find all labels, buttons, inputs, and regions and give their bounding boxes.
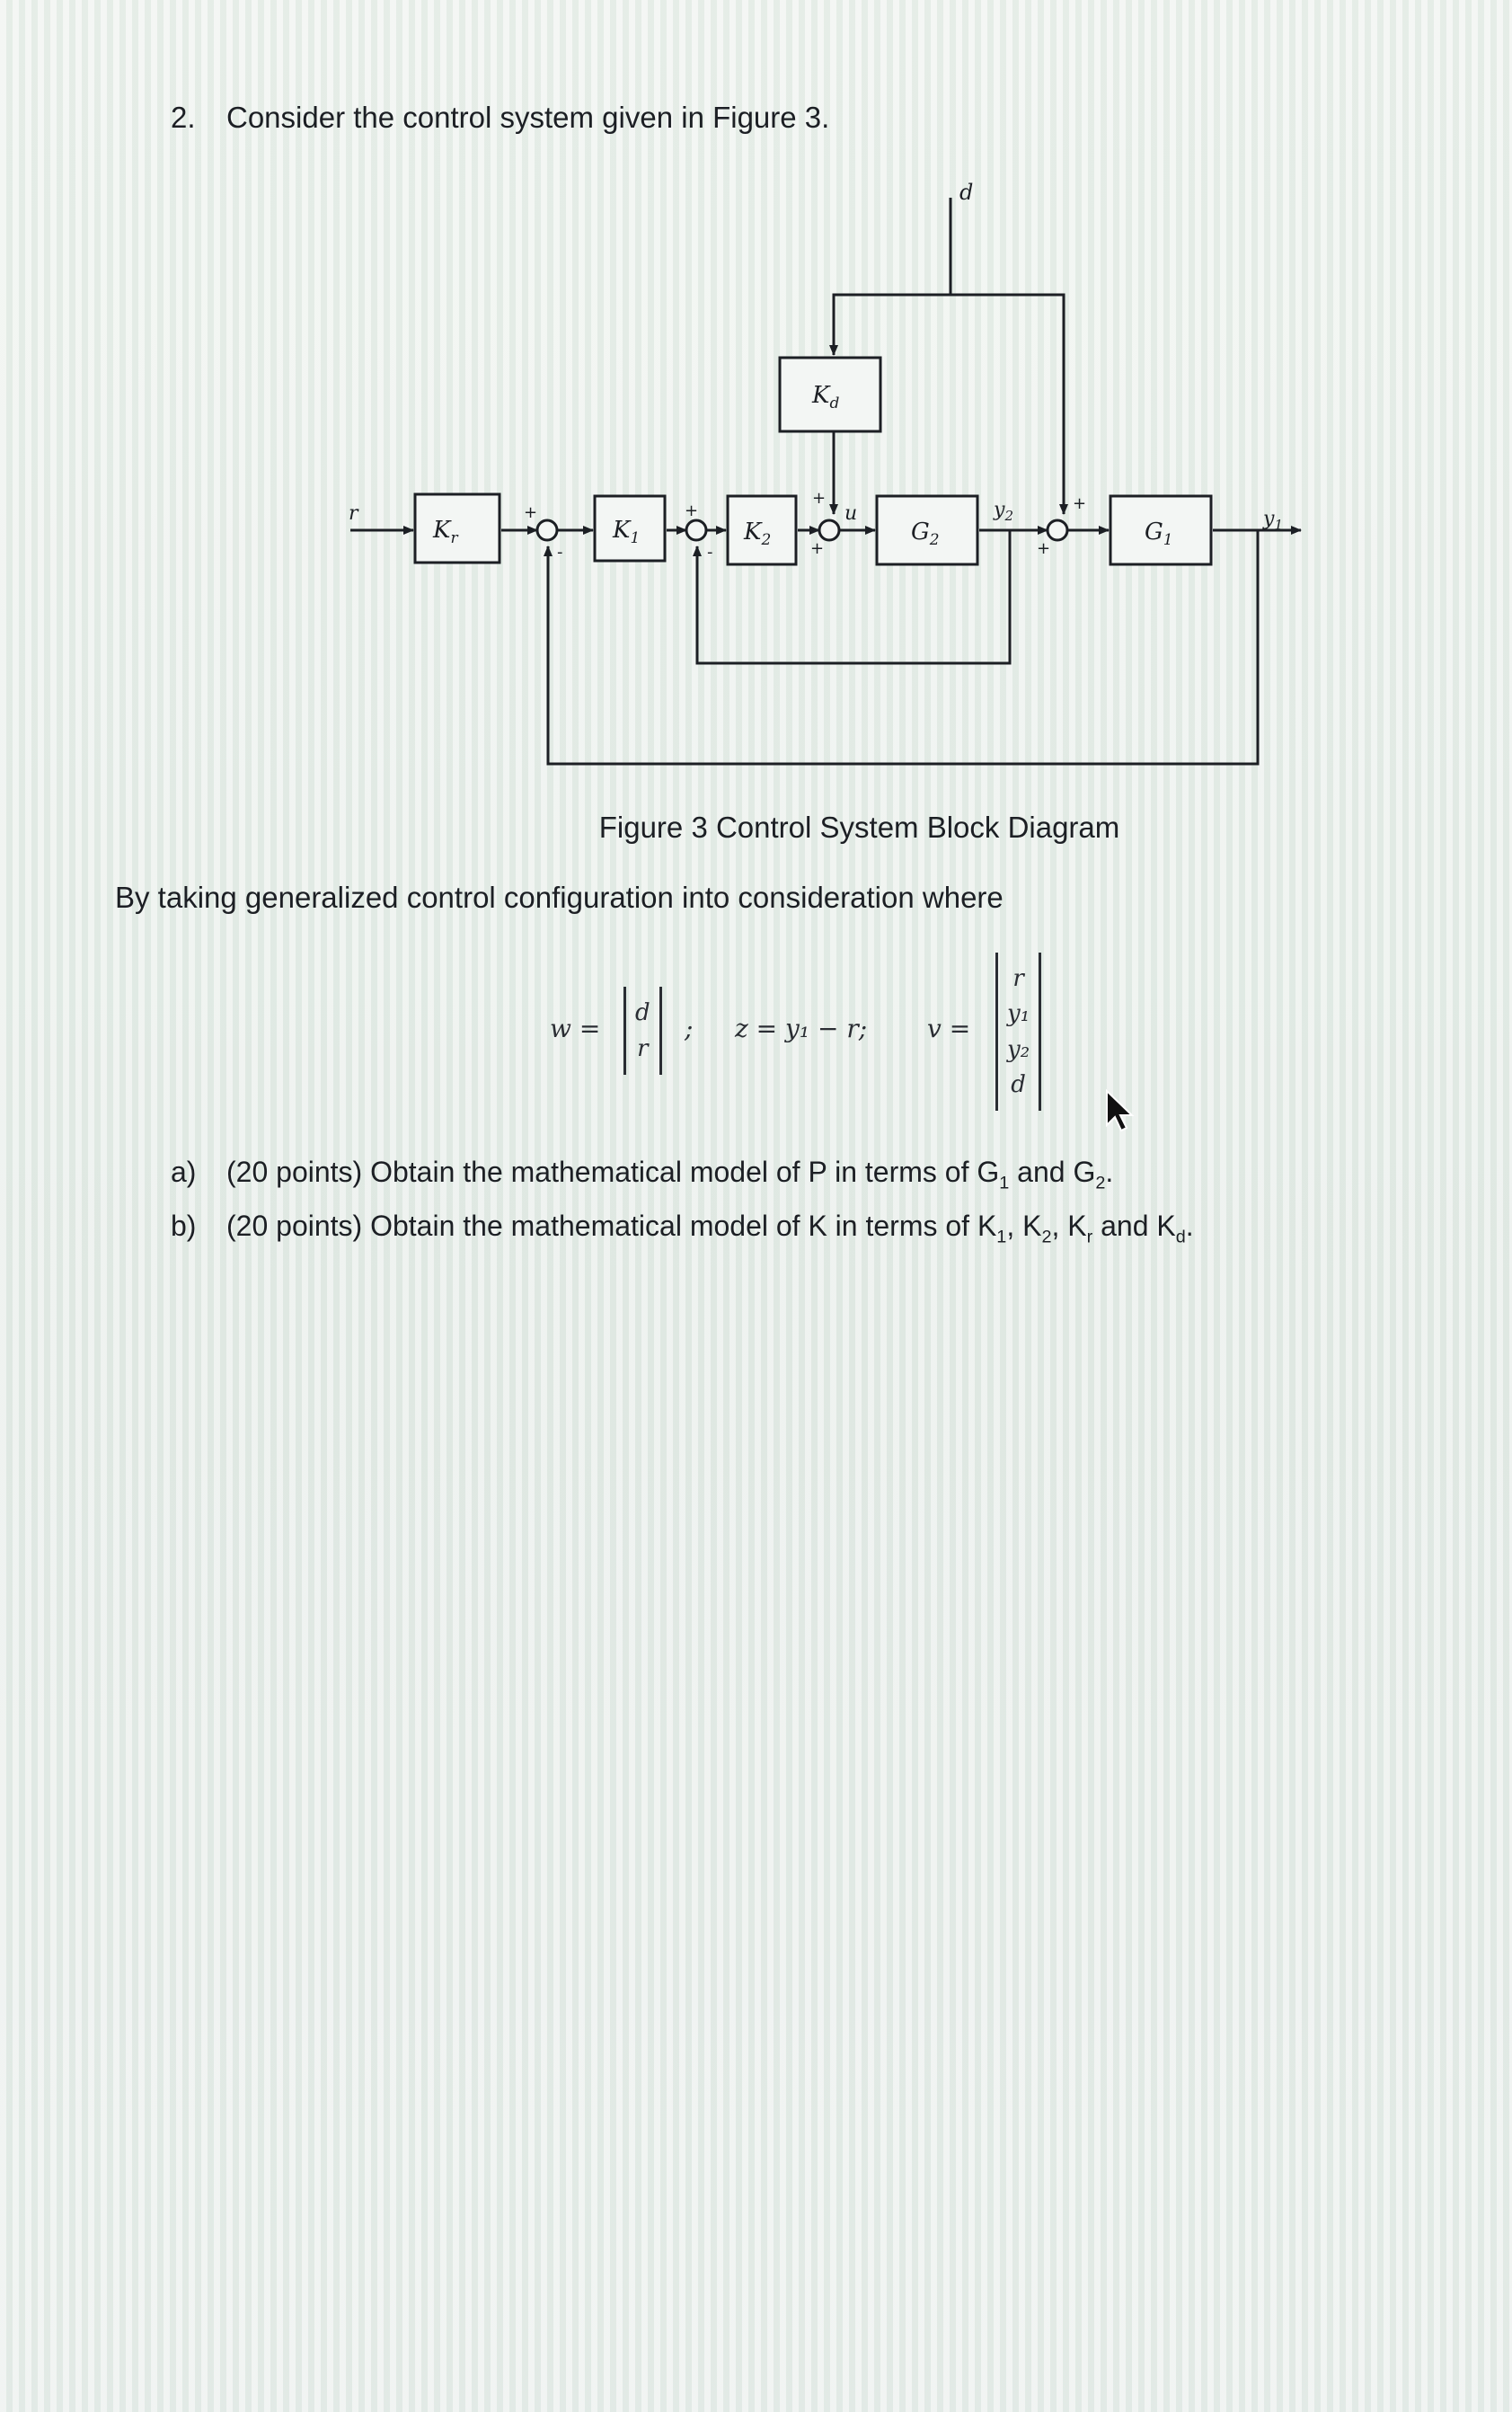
signal-y1-label: $y_1$ bbox=[1263, 508, 1283, 533]
v-entry-y2: y₂ bbox=[1007, 1035, 1030, 1063]
sign-plus-1: + bbox=[524, 503, 538, 522]
w-entry-d: d bbox=[635, 999, 650, 1027]
kr-block bbox=[415, 494, 500, 563]
question-parts bbox=[171, 1150, 1194, 1259]
sign-plus-2: + bbox=[685, 501, 699, 520]
k2-label: $K_2$ bbox=[744, 519, 772, 549]
figure-caption: Figure 3 Control System Block Diagram bbox=[598, 811, 1120, 844]
v-label: v = bbox=[927, 1014, 971, 1043]
w-entry-r: r bbox=[637, 1034, 649, 1062]
k1-label: $K_1$ bbox=[613, 517, 641, 547]
sum-junction-2 bbox=[686, 520, 706, 540]
part-b-text: (20 points) Obtain the mathematical model of K in terms of $K_1$, $K_2$, $K_r$ and $K_d$. bbox=[226, 1210, 1194, 1247]
v-vector bbox=[995, 953, 1041, 1111]
part-a bbox=[171, 1150, 1194, 1204]
g1-label: $G_1$ bbox=[1145, 519, 1173, 549]
signal-u-label: u bbox=[844, 502, 858, 525]
part-b bbox=[171, 1204, 1194, 1258]
sum-junction-4 bbox=[1048, 520, 1067, 540]
signal-y2-label: $y_2$ bbox=[994, 499, 1013, 524]
signal-r-label: r bbox=[349, 502, 358, 525]
signal-d-label: d bbox=[959, 180, 974, 205]
sign-minus-1: - bbox=[557, 543, 563, 562]
g2-label: $G_2$ bbox=[911, 519, 940, 549]
d-to-sum4-line bbox=[951, 295, 1064, 514]
intro-text: By taking generalized control configuration into consideration where bbox=[115, 881, 1004, 914]
k2-block bbox=[728, 496, 796, 564]
question-text: Consider the control system given in Figure 3. bbox=[226, 101, 830, 134]
part-b-label: b) bbox=[171, 1210, 197, 1243]
separator: ; bbox=[685, 1014, 694, 1043]
part-a-label: a) bbox=[171, 1156, 197, 1188]
v-entry-d: d bbox=[1011, 1070, 1026, 1098]
kd-label: $K_d$ bbox=[812, 382, 840, 412]
v-entry-y1: y₁ bbox=[1007, 1000, 1030, 1028]
sum-junction-1 bbox=[537, 520, 557, 540]
d-to-kd-line bbox=[834, 198, 951, 355]
kr-label: $K_r$ bbox=[433, 517, 458, 547]
part-a-text: (20 points) Obtain the mathematical model of P in terms of $G_1$ and $G_2$. bbox=[226, 1156, 1114, 1193]
mouse-cursor-icon bbox=[1103, 1089, 1139, 1134]
w-label: w = bbox=[550, 1014, 601, 1043]
v-entry-r: r bbox=[1012, 964, 1024, 992]
sign-minus-2: - bbox=[707, 543, 713, 562]
sign-plus-3a: + bbox=[812, 489, 827, 508]
sign-plus-4a: + bbox=[1073, 494, 1087, 513]
sign-plus-3b: + bbox=[810, 539, 825, 558]
w-vector bbox=[623, 987, 662, 1075]
z-expression: z = y₁ − r; bbox=[735, 1014, 868, 1043]
sum-junction-3 bbox=[819, 520, 839, 540]
block-diagram bbox=[0, 0, 1512, 809]
sign-plus-4b: + bbox=[1037, 539, 1051, 558]
question-number: 2. bbox=[171, 101, 196, 134]
definitions-equation bbox=[0, 953, 1512, 1114]
